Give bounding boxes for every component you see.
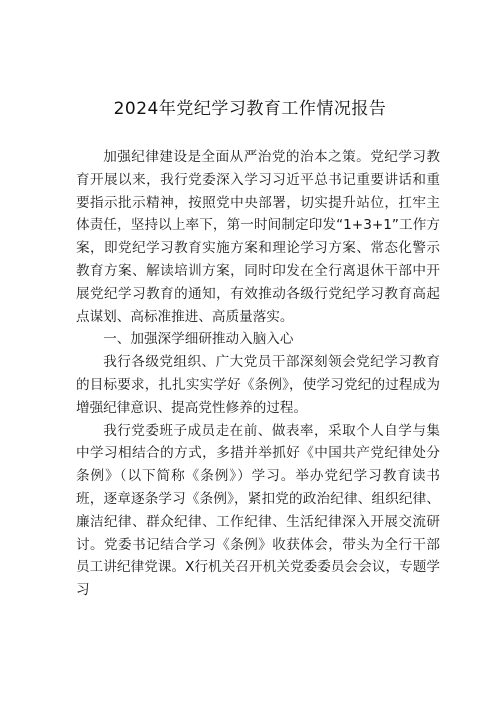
- body-paragraph-1: 我行各级党组织、广大党员干部深刻领会党纪学习教育的目标要求，扎扎实实学好《条例》，使学习党纪的过程成为增强纪律意识、提高党性修养的过程。: [76, 354, 440, 416]
- body-paragraph-2: 我行党委班子成员走在前、做表率，采取个人自学与集中学习相结合的方式，多措并举抓好《中国共产党纪律处分条例》（以下简称《条例》）学习。举办党纪学习教育读书班，逐章逐条学习《条例》，紧扣党的政治纪律、组织纪律、廉洁纪律、群众纪律、工作纪律、生活纪律深入开展交流研讨。党委书记结合学习《条例》收获体会，带头为全行干部员工讲纪律党课。X行机关召开机关党委委员会会议，专题学习: [76, 422, 440, 599]
- document-title: 2024年党纪学习教育工作情况报告: [113, 99, 387, 119]
- document-body: [76, 146, 440, 602]
- intro-paragraph: 加强纪律建设是全面从严治党的治本之策。党纪学习教育开展以来，我行党委深入学习习近平总书记重要讲话和重要指示批示精神，按照党中央部署，切实提升站位，扛牢主体责任，坚持以上率下，第一时间制定印发“1+3+1”工作方案，即党纪学习教育实施方案和理论学习方案、常态化警示教育方案、解读培训方案，同时印发在全行离退休干部中开展党纪学习教育的通知，有效推动各级行党纪学习教育高起点谋划、高标准推进、高质量落实。: [76, 149, 440, 325]
- section-heading-1: 一、加强深学细研推动入脑入心: [103, 331, 294, 348]
